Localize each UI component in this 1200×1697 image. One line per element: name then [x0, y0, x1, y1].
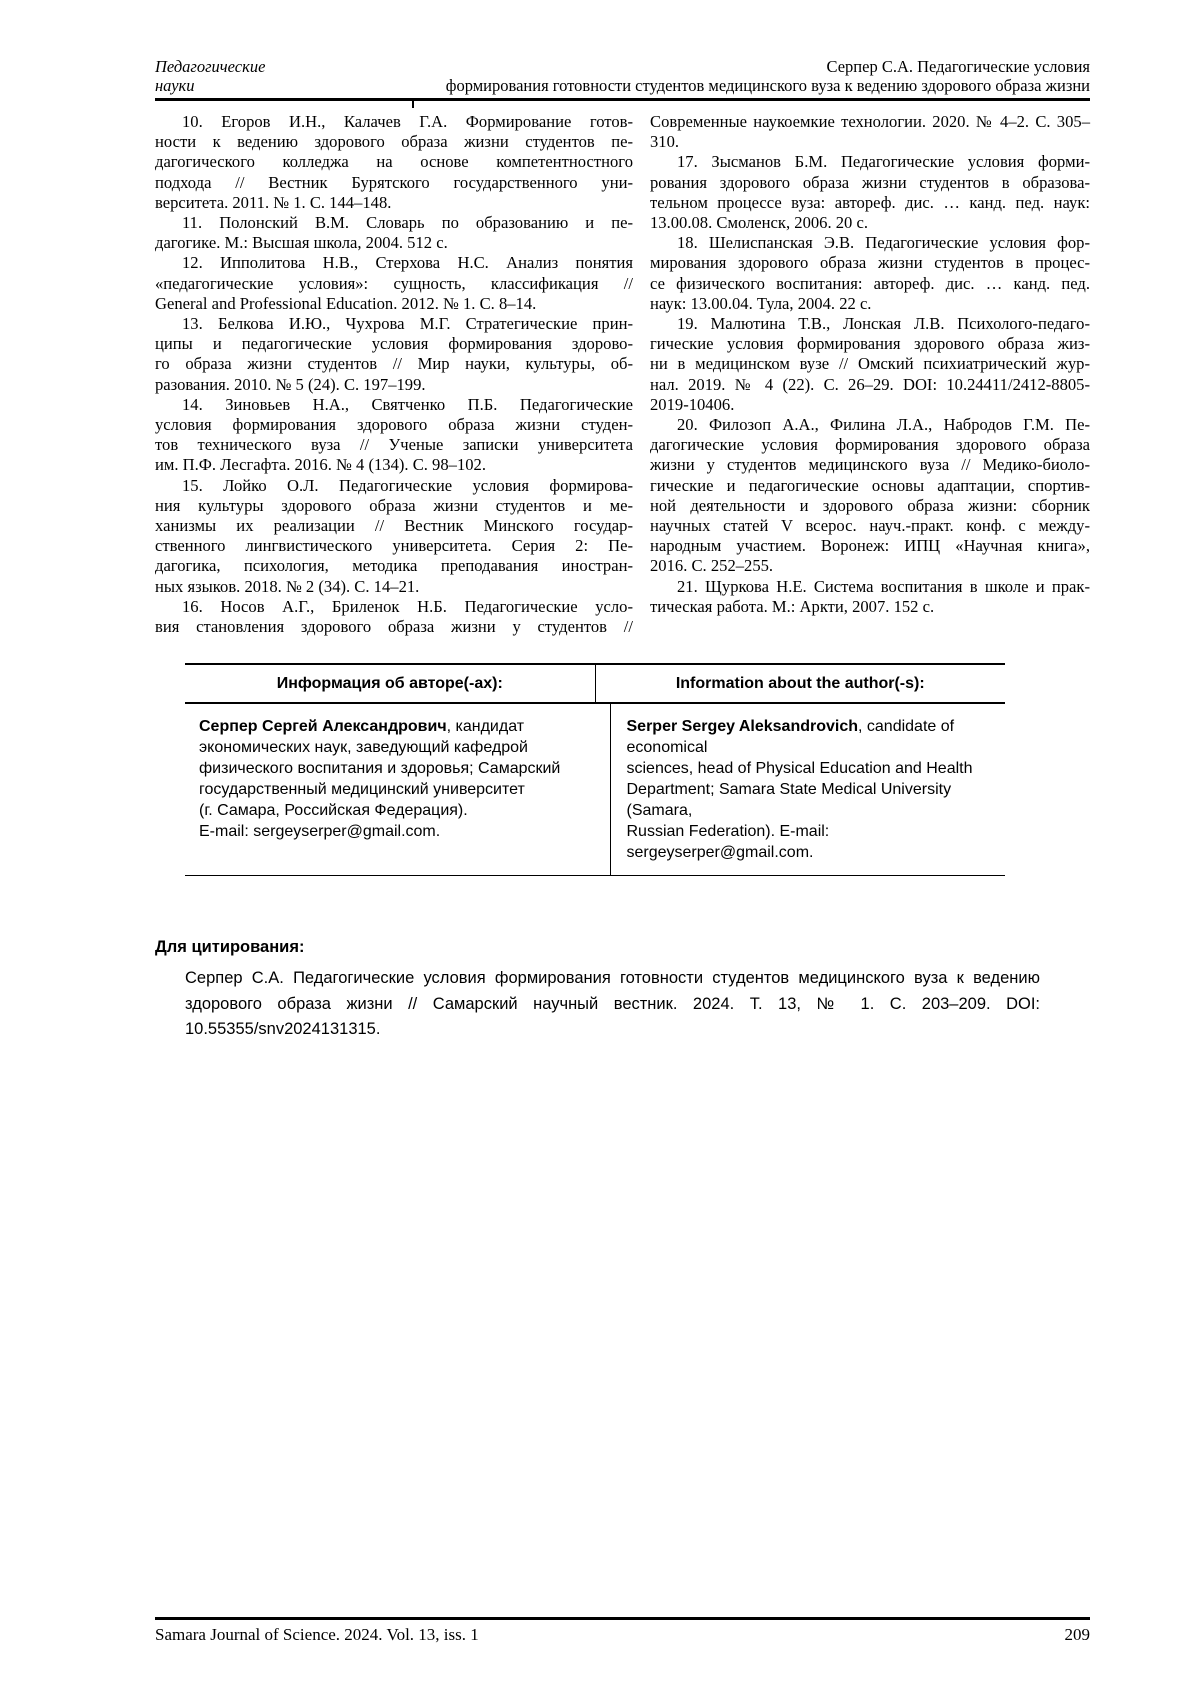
reference-line: 17. Зысманов Б.М. Педагогические условия форми-: [677, 152, 1090, 172]
reference-line: ности к ведению здорового образа жизни студентов пе-: [155, 132, 633, 152]
reference-item: [650, 577, 1090, 617]
page-footer: [155, 1617, 1090, 1645]
reference-line: ственного лингвистического университета. Серия 2: Пе-: [155, 536, 633, 556]
citation-section: [155, 938, 1090, 1043]
reference-line: 14. Зиновьев Н.А., Святченко П.Б. Педагогические: [182, 394, 633, 414]
footer-journal: Samara Journal of Science. 2024. Vol. 13, iss. 1: [155, 1624, 479, 1644]
reference-line: 2016. С. 252–255.: [650, 556, 774, 576]
reference-item: [155, 253, 633, 314]
reference-line: вия становления здорового образа жизни у студентов //: [155, 617, 633, 637]
reference-line: тельном процессе вуза: автореф. дис. … канд. пед. наук:: [650, 192, 1090, 212]
author-name-ru: Серпер Сергей Александрович: [199, 718, 447, 736]
reference-line: Современные наукоемкие технологии. 2020. № 4–2. С. 305–: [650, 112, 1090, 131]
reference-item: [155, 395, 633, 476]
running-title: Серпер С.А. Педагогические условия формирования готовности студентов медицинского вуза к ведению здорового образа жизни: [445, 57, 1090, 95]
reference-line: 18. Шелиспанская Э.В. Педагогические условия фор-: [677, 233, 1090, 253]
reference-item: [650, 415, 1090, 577]
reference-item: [155, 213, 633, 253]
reference-item: [650, 112, 1090, 152]
reference-line: 19. Малютина Т.В., Лонская Л.В. Психолого-педаго-: [677, 314, 1090, 334]
author-info-ru: [185, 704, 611, 876]
page-header: [155, 0, 1090, 95]
header-rule-tick: [412, 100, 414, 108]
reference-line: 13. Белкова И.Ю., Чухрова М.Г. Стратегические прин-: [182, 314, 633, 334]
reference-line: ципы и педагогические условия формирования здорово-: [155, 334, 633, 354]
reference-line: дагогические условия формирования здорового образа: [650, 435, 1090, 455]
reference-line: наук: 13.00.04. Тула, 2004. 22 с.: [650, 293, 872, 313]
author-table-header-row: [185, 665, 1005, 704]
author-details-ru: экономических наук, заведующий кафедрой физического воспитания и здоровья; Самарский государственный медицинский университет (г. Самара, Российская Федерация). E-mail: sergeyserper@gmail.com.: [199, 739, 561, 841]
reference-item: [155, 112, 633, 213]
reference-item: [650, 152, 1090, 233]
author-info-table: [185, 663, 1005, 876]
reference-line: ханизмы их реализации // Вестник Минского государ-: [155, 516, 633, 536]
table-header-en: Information about the author(-s):: [675, 675, 925, 693]
citation-text: Серпер С.А. Педагогические условия формирования готовности студентов медицинского вуза к ведению здорового образа жизни // Самарский научный вестник. 2024. Т. 13, № 1. С. 203–209. DOI: 10.55355/snv2024131315.: [185, 969, 1040, 1039]
reference-item: [155, 597, 633, 637]
reference-item: [155, 476, 633, 597]
reference-item: [650, 314, 1090, 415]
reference-line: тическая работа. М.: Аркти, 2007. 152 с.: [650, 596, 935, 616]
reference-line: ния культуры здорового образа жизни студентов и ме-: [155, 495, 633, 515]
reference-line: гические условия формирования здорового образа жиз-: [650, 334, 1090, 354]
reference-line: им. П.Ф. Лесгафта. 2016. № 4 (134). С. 98–102.: [155, 455, 486, 475]
reference-line: се физического воспитания: автореф. дис. … канд. пед.: [650, 273, 1090, 293]
reference-line: 13.00.08. Смоленск, 2006. 20 с.: [650, 213, 869, 233]
references-section: [155, 112, 1090, 637]
author-table-body-row: [185, 704, 1005, 876]
reference-line: подхода // Вестник Бурятского государственного уни-: [155, 172, 633, 192]
reference-line: условия формирования здорового образа жизни студен-: [155, 415, 633, 435]
reference-line: 20. Филозоп А.А., Филина Л.А., Набродов Г.М. Пе-: [677, 415, 1090, 435]
reference-line: 21. Щуркова Н.Е. Система воспитания в школе и прак-: [677, 576, 1090, 596]
footer-row: [155, 1620, 1090, 1645]
author-info-en-box: [611, 716, 1006, 876]
citation-heading: Для цитирования:: [155, 938, 305, 957]
reference-line: 10. Егоров И.Н., Калачев Г.А. Формирование готов-: [182, 112, 633, 131]
table-header-ru: Информация об авторе(-ах):: [185, 665, 596, 702]
reference-line: верситета. 2011. № 1. С. 144–148.: [155, 192, 392, 212]
reference-line: 310.: [650, 132, 680, 152]
reference-line: ной деятельности и здорового образа жизни: сборник: [650, 495, 1090, 515]
reference-line: «педагогические условия»: сущность, классификация //: [155, 273, 633, 293]
reference-line: го образа жизни студентов // Мир науки, культуры, об-: [155, 354, 633, 374]
reference-line: научных статей V всерос. науч.-практ. конф. с между-: [650, 516, 1090, 536]
reference-line: нал. 2019. № 4 (22). С. 26–29. DOI: 10.24411/2412-8805-: [650, 374, 1090, 394]
reference-line: ни в медицинском вузе // Омский психиатрический жур-: [650, 354, 1090, 374]
reference-line: дагогического колледжа на основе компетентностного: [155, 152, 633, 172]
reference-line: разования. 2010. № 5 (24). С. 197–199.: [155, 374, 426, 394]
header-rule: [155, 98, 1090, 101]
reference-line: рования здорового образа жизни студентов в образова-: [650, 172, 1090, 192]
author-details-en: sciences, head of Physical Education and Health Department; Samara State Medical University (Samara, Russian Federation). E-mail: sergeyserper@gmail.com.: [626, 760, 973, 862]
author-name-rest-en: , candidate of economical: [626, 718, 955, 757]
reference-line: дагогика, психология, методика преподавания иностран-: [155, 556, 633, 576]
reference-line: народным участием. Воронеж: ИПЦ «Научная книга»,: [650, 536, 1090, 556]
reference-line: General and Professional Education. 2012. № 1. С. 8–14.: [155, 293, 537, 313]
author-name-en: Serper Sergey Aleksandrovich: [626, 718, 859, 736]
reference-line: мирования здорового образа жизни студентов в процес-: [650, 253, 1090, 273]
author-name-line-ru: [199, 716, 594, 737]
reference-line: 12. Ипполитова Н.В., Стерхова Н.С. Анализ понятия: [182, 253, 633, 273]
references-column-right: [650, 112, 1090, 637]
reference-line: 11. Полонский В.М. Словарь по образованию и пе-: [182, 213, 633, 233]
reference-line: 15. Лойко О.Л. Педагогические условия формирова-: [182, 475, 633, 495]
references-column-left: [155, 112, 633, 637]
author-info-en: [611, 704, 1006, 876]
journal-page: [155, 0, 1090, 1697]
reference-line: тов технического вуза // Ученые записки университета: [155, 435, 633, 455]
reference-line: 2019-10406.: [650, 394, 735, 414]
section-title: Педагогические науки: [155, 57, 266, 95]
reference-line: гические и педагогические основы адаптации, спортив-: [650, 475, 1090, 495]
reference-line: 16. Носов А.Г., Бриленок Н.Б. Педагогические усло-: [182, 596, 633, 616]
reference-item: [650, 233, 1090, 314]
author-name-rest-ru: , кандидат: [446, 718, 525, 736]
author-name-line-en: [627, 716, 992, 758]
footer-page-number: 209: [1064, 1624, 1090, 1644]
reference-line: ных языков. 2018. № 2 (34). С. 14–21.: [155, 576, 420, 596]
reference-line: дагогике. М.: Высшая школа, 2004. 512 с.: [155, 233, 448, 253]
reference-line: жизни у студентов медицинского вуза // Медико-биоло-: [650, 455, 1090, 475]
reference-item: [155, 314, 633, 395]
